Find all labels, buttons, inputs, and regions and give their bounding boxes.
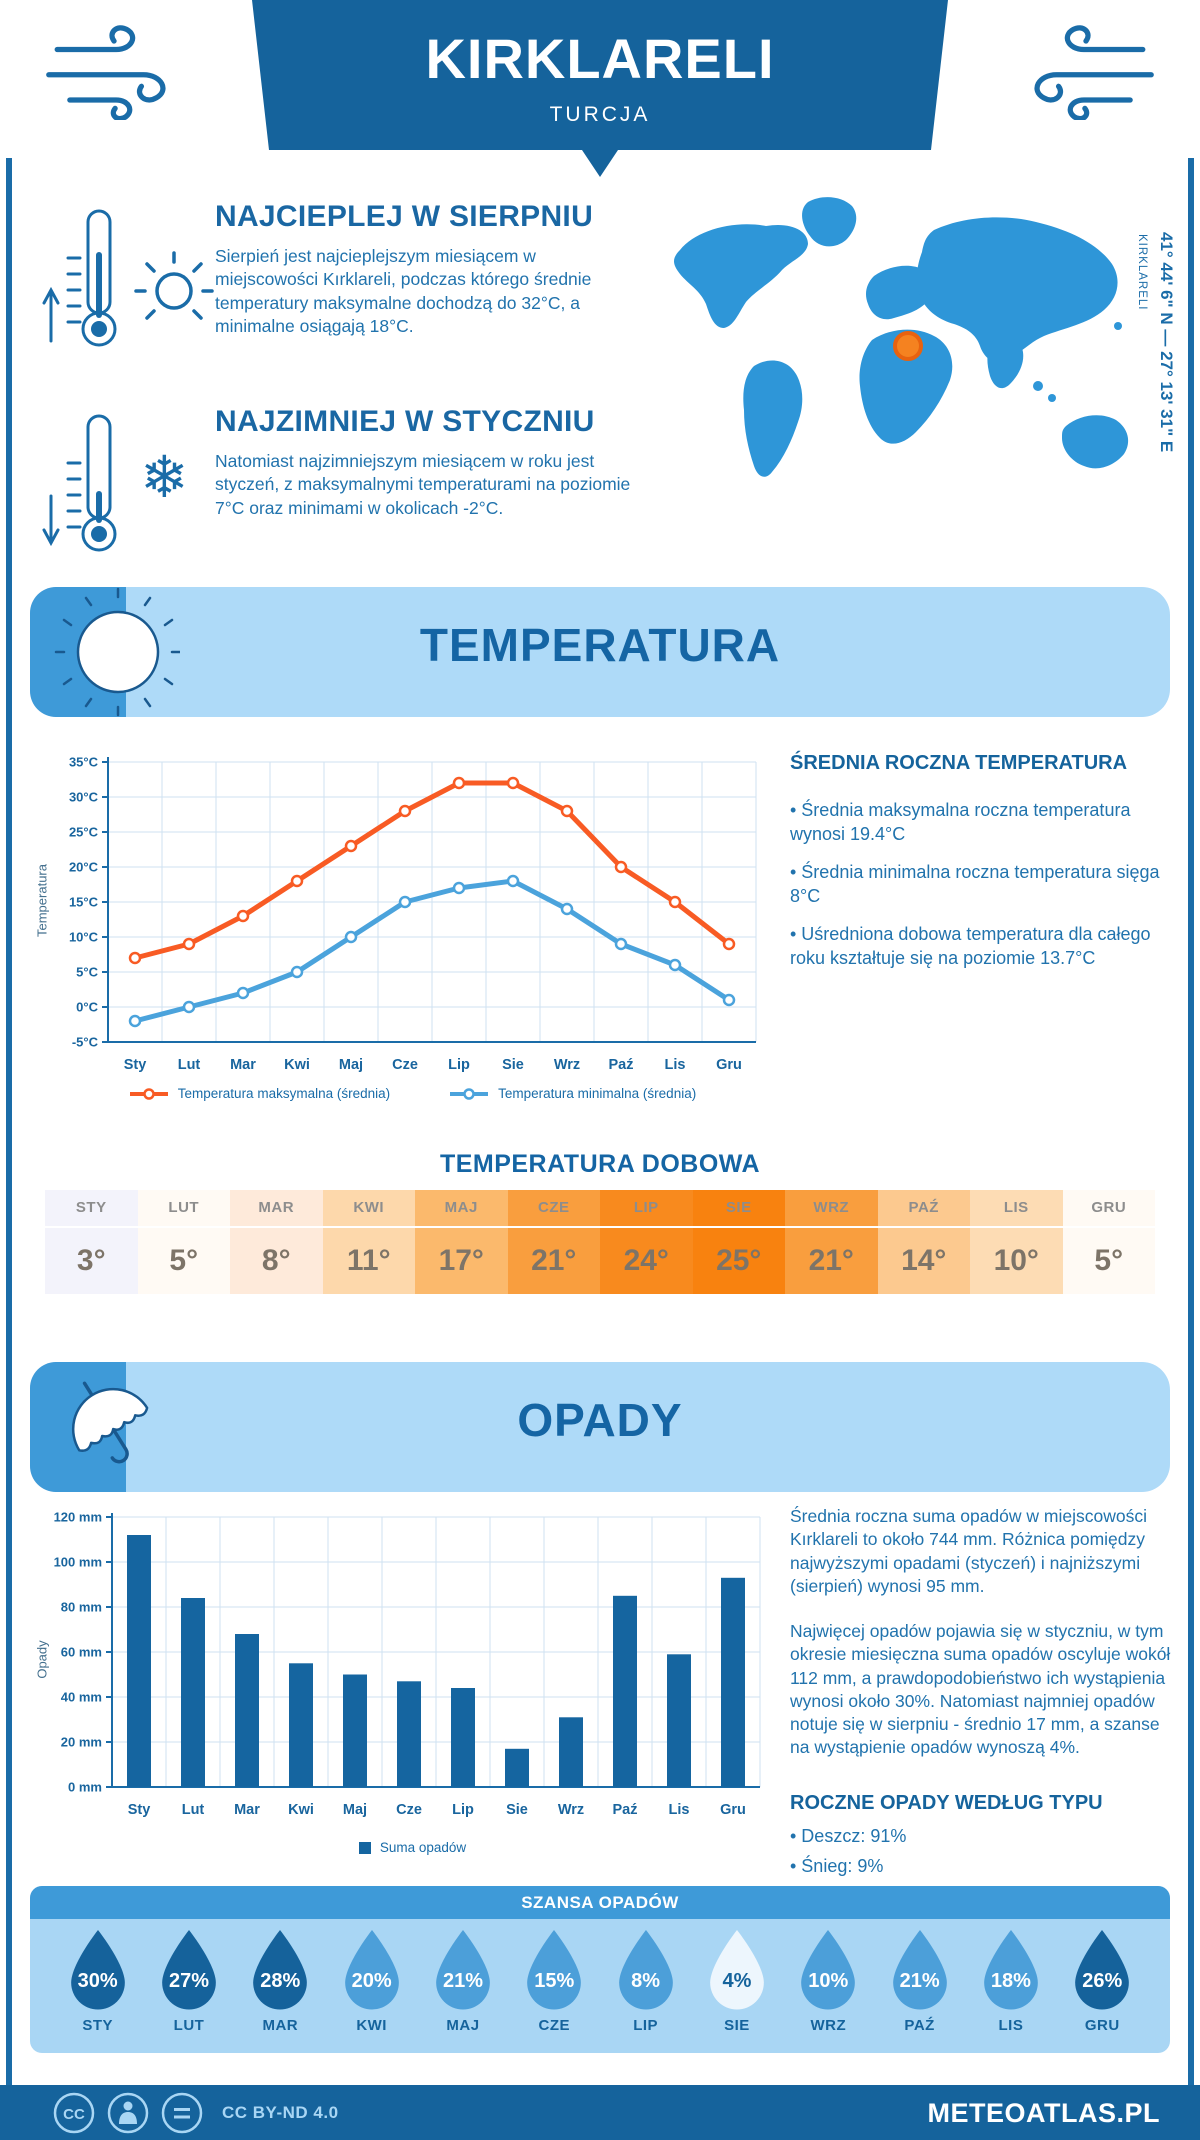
page-subtitle: TURCJA	[549, 103, 651, 126]
svg-text:-5°C: -5°C	[71, 1034, 98, 1050]
bar	[289, 1663, 313, 1787]
daily-temp-cell	[1063, 1190, 1156, 1294]
svg-text:Lut: Lut	[177, 1057, 201, 1073]
temp-chart-ylabel: Temperatura	[34, 864, 50, 937]
daily-temp-cell	[230, 1190, 323, 1294]
svg-text:20 mm: 20 mm	[60, 1734, 102, 1750]
legend-label: Suma opadów	[379, 1840, 467, 1855]
daily-temp-month: SIE	[693, 1190, 786, 1228]
droplet-icon	[432, 1928, 494, 2010]
rain-chance-droplet	[874, 1928, 965, 2034]
cold-heading: NAJZIMNIEJ W STYCZNIU	[215, 405, 595, 438]
legend-label: Temperatura minimalna (średnia)	[498, 1086, 697, 1101]
daily-temp-cell	[138, 1190, 231, 1294]
precip-paragraph: Średnia roczna suma opadów w miejscowości Kırklareli to około 744 mm. Różnica pomiędzy najwyższymi opadami (styczeń) i najniższymi (sierpień) wynosi 95 mm.	[790, 1506, 1147, 1596]
rain-chance-droplets	[52, 1928, 1148, 2034]
thermometer-warm-icon	[40, 203, 130, 353]
rain-chance-value: 15%	[534, 1970, 575, 1992]
svg-text:5°C: 5°C	[76, 964, 98, 980]
rain-chance-value: 4%	[722, 1970, 752, 1992]
daily-temp-month: PAŹ	[878, 1190, 971, 1228]
droplet-icon	[1071, 1928, 1133, 2010]
temperature-chart	[52, 748, 772, 1083]
svg-text:Lis: Lis	[668, 1802, 690, 1818]
rain-chance-value: 21%	[899, 1970, 940, 1992]
map-city-label: KIRKLARELI	[1136, 234, 1148, 311]
location-marker	[895, 333, 921, 359]
svg-text:Sty: Sty	[127, 1802, 151, 1818]
rain-chance-value: 30%	[77, 1970, 118, 1992]
svg-text:35°C: 35°C	[68, 754, 98, 770]
daily-temp-month: MAR	[230, 1190, 323, 1228]
footer	[0, 2085, 1200, 2140]
rain-chance-droplet	[143, 1928, 234, 2034]
svg-text:CC: CC	[63, 2106, 85, 2123]
daily-temp-table	[45, 1190, 1155, 1294]
rain-chance-droplet	[600, 1928, 691, 2034]
precip-type-bullet: • Śnieg: 9%	[790, 1855, 884, 1876]
droplet-icon	[706, 1928, 768, 2010]
daily-temp-cell	[45, 1190, 138, 1294]
daily-temp-month: GRU	[1063, 1190, 1156, 1228]
svg-text:Kwi: Kwi	[288, 1802, 314, 1818]
daily-temp-value: 25°	[716, 1244, 762, 1277]
daily-temp-month: LUT	[138, 1190, 231, 1228]
svg-text:Gru: Gru	[720, 1802, 746, 1818]
rain-chance-panel	[30, 1886, 1170, 2053]
svg-text:60 mm: 60 mm	[60, 1644, 102, 1660]
svg-text:Maj: Maj	[338, 1057, 364, 1073]
rain-chance-value: 26%	[1082, 1970, 1123, 1992]
svg-text:30°C: 30°C	[68, 789, 98, 805]
precipitation-text-column	[790, 1505, 1172, 1893]
annual-temp-bullet: • Uśredniona dobowa temperatura dla całego roku kształtuje się na poziomie 13.7°C	[790, 923, 1151, 968]
legend-line-icon	[448, 1087, 490, 1101]
precipitation-section-title: OPADY	[517, 1394, 683, 1446]
svg-text:Lis: Lis	[664, 1057, 686, 1073]
rain-chance-droplet	[52, 1928, 143, 2034]
svg-text:15°C: 15°C	[68, 894, 98, 910]
precip-type-heading: ROCZNE OPADY WEDŁUG TYPU	[790, 1791, 1103, 1814]
annual-temp-bullet: • Średnia minimalna roczna temperatura sięga 8°C	[790, 861, 1160, 906]
daily-temp-value: 5°	[1094, 1244, 1124, 1277]
bar	[343, 1675, 367, 1788]
droplet-icon	[249, 1928, 311, 2010]
svg-text:Wrz: Wrz	[553, 1057, 581, 1073]
daily-temp-cell	[878, 1190, 971, 1294]
rain-chance-droplet	[326, 1928, 417, 2034]
daily-temp-cell	[600, 1190, 693, 1294]
svg-text:100 mm: 100 mm	[53, 1554, 102, 1570]
rain-chance-month: LIS	[998, 2017, 1024, 2034]
legend-line-icon	[128, 1087, 170, 1101]
precipitation-chart-legend	[52, 1840, 772, 1855]
legend-item	[128, 1086, 390, 1101]
temperature-chart-legend	[52, 1086, 772, 1101]
daily-temp-cell	[785, 1190, 878, 1294]
rain-chance-droplet	[691, 1928, 782, 2034]
rain-chance-droplet	[417, 1928, 508, 2034]
rain-chance-month: GRU	[1084, 2017, 1120, 2034]
svg-text:Sty: Sty	[123, 1057, 147, 1073]
wind-icon	[28, 20, 178, 120]
svg-text:0 mm: 0 mm	[68, 1779, 102, 1795]
world-map	[650, 190, 1150, 510]
daily-temp-cell	[693, 1190, 786, 1294]
droplet-icon	[523, 1928, 585, 2010]
annual-temperature-column	[790, 752, 1172, 985]
svg-text:10°C: 10°C	[68, 929, 98, 945]
sun-icon	[133, 248, 215, 330]
temperature-section-title: TEMPERATURA	[419, 619, 781, 671]
droplet-icon	[797, 1928, 859, 2010]
legend-item	[358, 1840, 466, 1855]
wind-icon	[1022, 20, 1172, 120]
rain-chance-month: MAJ	[446, 2017, 480, 2034]
daily-temp-cell	[508, 1190, 601, 1294]
daily-temp-heading: TEMPERATURA DOBOWA	[439, 1150, 761, 1178]
cc-nd-icon	[160, 2091, 204, 2135]
svg-text:Lip: Lip	[448, 1057, 470, 1073]
svg-text:120 mm: 120 mm	[53, 1509, 102, 1525]
svg-text:25°C: 25°C	[68, 824, 98, 840]
rain-chance-value: 28%	[260, 1970, 301, 1992]
right-frame-line	[1188, 158, 1194, 2085]
rain-chance-droplet	[783, 1928, 874, 2034]
rain-chance-value: 20%	[351, 1970, 392, 1992]
rain-chance-droplet	[235, 1928, 326, 2034]
daily-temp-value: 24°	[623, 1244, 669, 1277]
rain-chance-droplet	[965, 1928, 1056, 2034]
droplet-icon	[889, 1928, 951, 2010]
precip-paragraph: Najwięcej opadów pojawia się w styczniu, w tym okresie miesięczna suma opadów oscyluje wokół 112 mm, a prawdopodobieństwo ich wystąpienia wynosi około 30%. Natomiast najmniej opadów notuje się w sierpniu - średnio 17 mm, a szanse na wystąpienie opadów wynoszą 4%.	[790, 1621, 1171, 1758]
daily-temp-cell	[970, 1190, 1063, 1294]
rain-chance-month: CZE	[538, 2017, 571, 2034]
svg-text:Gru: Gru	[716, 1057, 742, 1073]
coordinates-label: 41° 44' 6" N — 27° 13' 31" E	[1157, 232, 1176, 453]
bar	[181, 1598, 205, 1787]
rain-chance-droplet	[509, 1928, 600, 2034]
droplet-icon	[341, 1928, 403, 2010]
droplet-icon	[67, 1928, 129, 2010]
svg-text:Sie: Sie	[502, 1057, 524, 1073]
cold-text: Natomiast najzimniejszym miesiącem w roku jest styczeń, z maksymalnymi temperaturami na poziomie 7°C oraz minimami w okolicach -2°C.	[215, 451, 631, 518]
rain-chance-value: 21%	[442, 1970, 483, 1992]
precip-chart-ylabel: Opady	[34, 1640, 50, 1679]
rain-chance-droplet	[1057, 1928, 1148, 2034]
svg-text:Maj: Maj	[342, 1802, 368, 1818]
droplet-icon	[158, 1928, 220, 2010]
bar	[397, 1681, 421, 1787]
cc-by-person-icon	[106, 2091, 150, 2135]
svg-text:Lip: Lip	[452, 1802, 474, 1818]
svg-text:Wrz: Wrz	[557, 1802, 585, 1818]
page-title: KIRKLARELI	[425, 27, 775, 90]
svg-text:Cze: Cze	[392, 1057, 418, 1073]
annual-temp-bullet: • Średnia maksymalna roczna temperatura wynosi 19.4°C	[790, 800, 1131, 844]
rain-chance-month: PAŹ	[904, 2017, 935, 2034]
daily-temp-month: LIP	[600, 1190, 693, 1228]
site-name: METEOATLAS.PL	[927, 2098, 1160, 2128]
bar	[235, 1634, 259, 1787]
daily-temp-cell	[415, 1190, 508, 1294]
svg-text:Kwi: Kwi	[284, 1057, 310, 1073]
rain-chance-heading: SZANSA OPADÓW	[30, 1886, 1170, 1919]
legend-square-icon	[358, 1841, 372, 1855]
svg-text:Mar: Mar	[234, 1802, 260, 1818]
rain-chance-value: 10%	[808, 1970, 849, 1992]
svg-text:Paź: Paź	[612, 1802, 638, 1818]
svg-text:Sie: Sie	[506, 1802, 528, 1818]
daily-temp-value: 17°	[438, 1244, 484, 1277]
daily-temp-value: 10°	[993, 1244, 1039, 1277]
daily-temp-month: KWI	[323, 1190, 416, 1228]
daily-temp-value: 21°	[531, 1244, 577, 1277]
droplet-icon	[615, 1928, 677, 2010]
daily-temp-month: WRZ	[785, 1190, 878, 1228]
precip-type-bullet: • Deszcz: 91%	[790, 1825, 907, 1846]
warm-heading: NAJCIEPLEJ W SIERPNIU	[215, 200, 594, 233]
rain-chance-month: MAR	[262, 2017, 299, 2034]
svg-text:80 mm: 80 mm	[60, 1599, 102, 1615]
daily-temp-value: 5°	[169, 1244, 199, 1277]
daily-temp-value: 21°	[808, 1244, 854, 1277]
bar	[721, 1578, 745, 1787]
daily-temp-cell	[323, 1190, 416, 1294]
svg-text:20°C: 20°C	[68, 859, 98, 875]
left-frame-line	[6, 158, 12, 2085]
svg-text:0°C: 0°C	[76, 999, 98, 1015]
precipitation-chart	[52, 1505, 772, 1835]
legend-item	[448, 1086, 696, 1101]
warm-text: Sierpień jest najcieplejszym miesiącem w miejscowości Kırklareli, podczas którego średnie temperatury maksymalne dochodzą do 32°C, a minimalne osiągają 18°C.	[215, 246, 592, 337]
svg-text:Paź: Paź	[608, 1057, 634, 1073]
rain-chance-month: LUT	[173, 2017, 205, 2034]
legend-label: Temperatura maksymalna (średnia)	[177, 1086, 391, 1101]
svg-text:Cze: Cze	[396, 1802, 422, 1818]
thermometer-cold-icon	[40, 408, 130, 558]
rain-chance-month: SIE	[724, 2017, 750, 2034]
droplet-icon	[980, 1928, 1042, 2010]
rain-chance-month: LIP	[633, 2017, 659, 2034]
daily-temp-month: CZE	[508, 1190, 601, 1228]
daily-temp-month: LIS	[970, 1190, 1063, 1228]
daily-temp-value: 8°	[261, 1244, 291, 1277]
bar	[451, 1688, 475, 1787]
bar	[613, 1596, 637, 1787]
bar	[559, 1717, 583, 1787]
snowflake-icon: ❄	[140, 443, 189, 511]
svg-text:40 mm: 40 mm	[60, 1689, 102, 1705]
bar	[127, 1535, 151, 1787]
annual-temp-heading: ŚREDNIA ROCZNA TEMPERATURA	[790, 752, 1128, 774]
rain-chance-month: WRZ	[810, 2017, 847, 2034]
bar	[505, 1749, 529, 1787]
daily-temp-value: 11°	[346, 1244, 391, 1277]
svg-text:Mar: Mar	[230, 1057, 256, 1073]
daily-temp-month: MAJ	[415, 1190, 508, 1228]
license-label: CC BY-ND 4.0	[222, 2103, 339, 2122]
svg-text:Lut: Lut	[181, 1802, 205, 1818]
daily-temp-value: 3°	[76, 1244, 106, 1277]
daily-temp-month: STY	[45, 1190, 138, 1228]
rain-chance-month: STY	[82, 2017, 113, 2034]
cc-icon	[52, 2091, 96, 2135]
rain-chance-month: KWI	[356, 2017, 387, 2034]
rain-chance-value: 8%	[631, 1970, 661, 1992]
daily-temp-value: 14°	[901, 1244, 947, 1277]
rain-chance-value: 18%	[990, 1970, 1031, 1992]
bar	[667, 1654, 691, 1787]
rain-chance-value: 27%	[168, 1970, 209, 1992]
